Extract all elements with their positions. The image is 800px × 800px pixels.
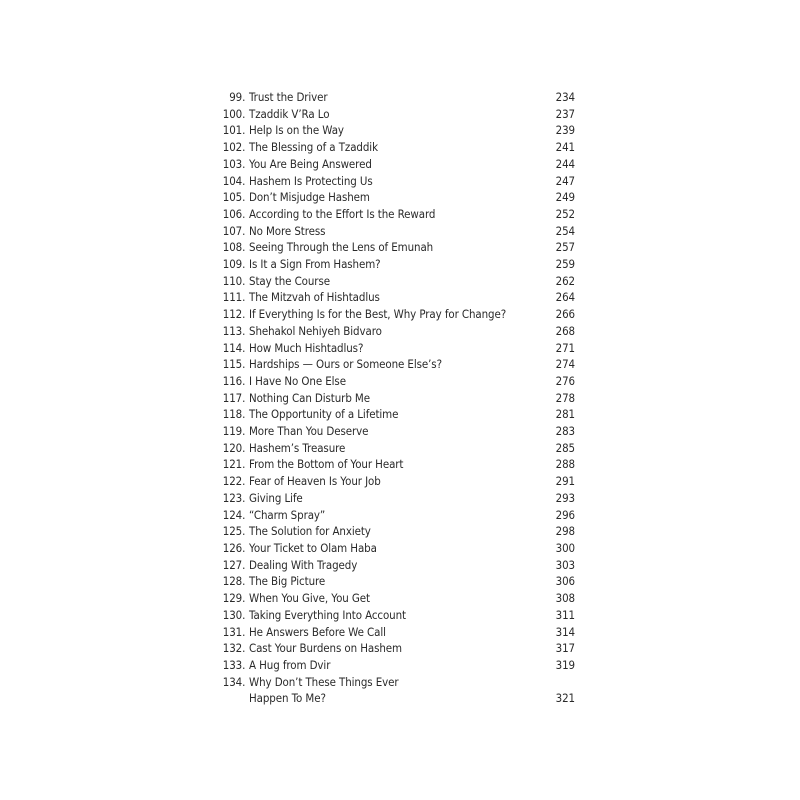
toc-entry [218,341,578,358]
page-number: 283 [555,425,575,439]
toc-entry [218,357,578,374]
page-number: 276 [555,374,575,388]
chapter-number: 120. [222,441,246,455]
toc-entry [218,140,578,157]
page-number: 321 [555,692,575,706]
chapter-title: Hardships — Ours or Someone Else’s? [249,358,442,372]
chapter-number: 122. [222,475,246,489]
chapter-number: 124. [222,508,246,522]
page-number: 249 [555,191,575,205]
chapter-title: The Solution for Anxiety [249,525,371,539]
chapter-number: 125. [222,525,246,539]
chapter-number: 134. [222,675,246,689]
chapter-number: 132. [222,642,246,656]
chapter-number: 112. [222,308,246,322]
toc-entry [218,224,578,241]
chapter-title: A Hug from Dvir [249,658,331,672]
page-number: 293 [555,491,575,505]
toc-entry [218,307,578,324]
chapter-title: The Big Picture [249,575,326,589]
chapter-title: He Answers Before We Call [249,625,386,639]
page-number: 308 [555,592,575,606]
chapter-title: Taking Everything Into Account [249,608,407,622]
chapter-title: The Opportunity of a Lifetime [249,408,399,422]
chapter-number: 104. [222,174,246,188]
toc-entry [218,508,578,525]
page-number: 239 [555,124,575,138]
chapter-title: Dealing With Tragedy [249,558,358,572]
toc-entry [218,324,578,341]
chapter-number: 103. [222,157,246,171]
chapter-number: 121. [222,458,246,472]
chapter-number: 126. [222,541,246,555]
chapter-number: 123. [222,491,246,505]
toc-entry [218,424,578,441]
toc-entry [218,391,578,408]
page-number: 278 [555,391,575,405]
chapter-title: Hashem’s Treasure [249,441,346,455]
chapter-title: Stay the Course [249,274,330,288]
chapter-title-line-1: Why Don’t These Things Ever [249,675,399,689]
chapter-title [249,675,521,708]
chapter-number: 127. [222,558,246,572]
chapter-title: Is It a Sign From Hashem? [249,258,381,272]
chapter-number: 108. [222,241,246,255]
chapter-number: 117. [222,391,246,405]
toc-entry [218,90,578,107]
chapter-number: 119. [222,425,246,439]
chapter-title: Don’t Misjudge Hashem [249,191,370,205]
chapter-title: Help Is on the Way [249,124,344,138]
page-number: 264 [555,291,575,305]
chapter-title: How Much Hishtadlus? [249,341,364,355]
toc-entry [218,207,578,224]
toc-entry [218,107,578,124]
toc-entry [218,558,578,575]
toc-entry [218,190,578,207]
toc-entry [218,524,578,541]
chapter-number: 99. [229,91,246,104]
chapter-number: 100. [222,107,246,121]
chapter-title: When You Give, You Get [249,592,370,606]
page-number: 319 [555,658,575,672]
page-number: 285 [555,441,575,455]
toc-entry [218,474,578,491]
table-of-contents [218,90,578,708]
toc-entry [218,123,578,140]
chapter-title: According to the Effort Is the Reward [249,207,436,221]
toc-entry [218,625,578,642]
page-number: 296 [555,508,575,522]
chapter-title: Tzaddik V’Ra Lo [249,107,330,121]
toc-entry [218,290,578,307]
page-number: 300 [555,541,575,555]
chapter-number: 128. [222,575,246,589]
toc-entry [218,675,578,708]
chapter-number: 133. [222,658,246,672]
chapter-title: I Have No One Else [249,374,346,388]
chapter-title: Cast Your Burdens on Hashem [249,642,402,656]
toc-entry [218,257,578,274]
page-number: 262 [555,274,575,288]
chapter-number: 110. [222,274,246,288]
chapter-title: “Charm Spray” [249,508,326,522]
page-number: 271 [555,341,575,355]
chapter-title-line-2: Happen To Me? [249,692,326,706]
chapter-title: Nothing Can Disturb Me [249,391,370,405]
toc-entry [218,541,578,558]
page-number: 234 [555,91,575,104]
chapter-number: 114. [222,341,246,355]
toc-entry [218,441,578,458]
page-number: 291 [555,475,575,489]
toc-entry [218,591,578,608]
page-number: 247 [555,174,575,188]
page-number: 314 [555,625,575,639]
chapter-number: 131. [222,625,246,639]
chapter-title: Hashem Is Protecting Us [249,174,373,188]
chapter-title: The Blessing of a Tzaddik [249,141,378,155]
chapter-title: From the Bottom of Your Heart [249,458,404,472]
chapter-number: 130. [222,608,246,622]
chapter-title: Your Ticket to Olam Haba [249,541,377,555]
chapter-number: 109. [222,258,246,272]
chapter-title: The Mitzvah of Hishtadlus [249,291,380,305]
toc-entry [218,574,578,591]
chapter-number: 111. [222,291,246,305]
toc-entry [218,491,578,508]
chapter-title: Fear of Heaven Is Your Job [249,475,381,489]
toc-entry [218,157,578,174]
page-number: 268 [555,324,575,338]
page-number: 311 [555,608,575,622]
page-number: 257 [555,241,575,255]
page-number: 237 [555,107,575,121]
chapter-number: 101. [222,124,246,138]
page-number: 281 [555,408,575,422]
chapter-title: Giving Life [249,491,303,505]
page-number: 306 [555,575,575,589]
page-number: 303 [555,558,575,572]
chapter-number: 113. [222,324,246,338]
chapter-title: If Everything Is for the Best, Why Pray for Change? [249,308,507,322]
chapter-number: 118. [222,408,246,422]
chapter-title: Shehakol Nehiyeh Bidvaro [249,324,382,338]
chapter-number: 106. [222,207,246,221]
page-number: 244 [555,157,575,171]
chapter-title: You Are Being Answered [249,157,372,171]
toc-entry [218,374,578,391]
page-number: 254 [555,224,575,238]
page-number: 298 [555,525,575,539]
toc-entry [218,274,578,291]
toc-entry [218,407,578,424]
chapter-number: 102. [222,141,246,155]
toc-entry [218,457,578,474]
page-number: 274 [555,358,575,372]
chapter-title: No More Stress [249,224,326,238]
toc-entry [218,174,578,191]
toc-entry [218,658,578,675]
page-number: 288 [555,458,575,472]
chapter-number: 129. [222,592,246,606]
chapter-number: 116. [222,374,246,388]
page-number: 252 [555,207,575,221]
chapter-number: 107. [222,224,246,238]
page-number: 266 [555,308,575,322]
chapter-title: Trust the Driver [249,91,328,104]
page-number: 241 [555,141,575,155]
chapter-title: Seeing Through the Lens of Emunah [249,241,434,255]
toc-entry [218,240,578,257]
page-number: 259 [555,258,575,272]
toc-entry [218,608,578,625]
chapter-title: More Than You Deserve [249,425,369,439]
toc-entry [218,641,578,658]
chapter-number: 105. [222,191,246,205]
chapter-number: 115. [222,358,246,372]
page-number: 317 [555,642,575,656]
